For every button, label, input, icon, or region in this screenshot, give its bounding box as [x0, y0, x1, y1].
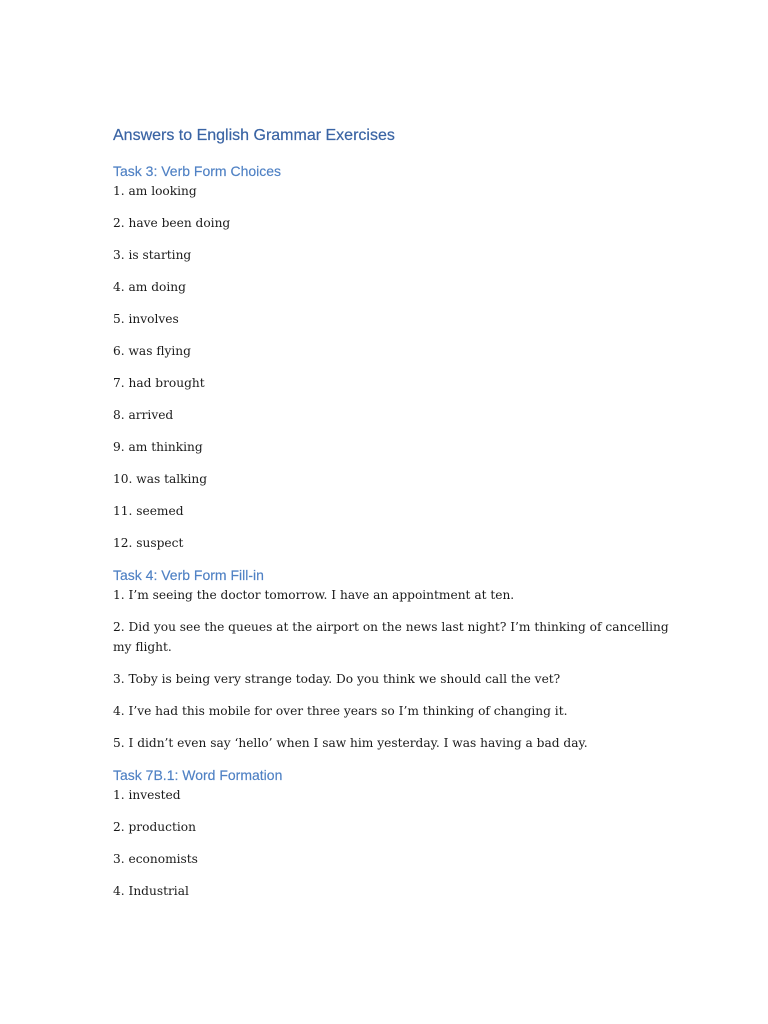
list-item: 3. is starting — [113, 248, 192, 262]
answer-list — [113, 181, 673, 553]
list-item: 1. invested — [113, 788, 181, 802]
list-item: 8. arrived — [113, 408, 174, 422]
list-item: 2. Did you see the queues at the airport on the news last night? I’m thinking of cancelling my flight. — [113, 620, 669, 654]
document-title: Answers to English Grammar Exercises — [113, 127, 395, 144]
list-item: 2. have been doing — [113, 216, 231, 230]
section-heading: Task 7B.1: Word Formation — [113, 767, 283, 783]
section-heading: Task 4: Verb Form Fill-in — [113, 567, 264, 583]
list-item: 4. Industrial — [113, 884, 189, 898]
section-task-7b1 — [113, 765, 673, 901]
list-item: 3. Toby is being very strange today. Do you think we should call the vet? — [113, 672, 561, 686]
section-task-4 — [113, 565, 673, 753]
list-item: 1. am looking — [113, 184, 197, 198]
list-item: 11. seemed — [113, 504, 184, 518]
list-item: 7. had brought — [113, 376, 205, 390]
list-item: 2. production — [113, 820, 196, 834]
list-item: 12. suspect — [113, 536, 184, 550]
list-item: 5. I didn’t even say ‘hello’ when I saw him yesterday. I was having a bad day. — [113, 736, 588, 750]
list-item: 3. economists — [113, 852, 198, 866]
document-page — [113, 124, 673, 913]
section-task-3 — [113, 161, 673, 553]
list-item: 1. I’m seeing the doctor tomorrow. I have an appointment at ten. — [113, 588, 515, 602]
list-item: 9. am thinking — [113, 440, 203, 454]
answer-list — [113, 785, 673, 901]
list-item: 5. involves — [113, 312, 179, 326]
answer-list — [113, 585, 673, 753]
list-item: 4. I’ve had this mobile for over three years so I’m thinking of changing it. — [113, 704, 568, 718]
list-item: 10. was talking — [113, 472, 208, 486]
section-heading: Task 3: Verb Form Choices — [113, 163, 282, 179]
list-item: 4. am doing — [113, 280, 186, 294]
list-item: 6. was flying — [113, 344, 191, 358]
